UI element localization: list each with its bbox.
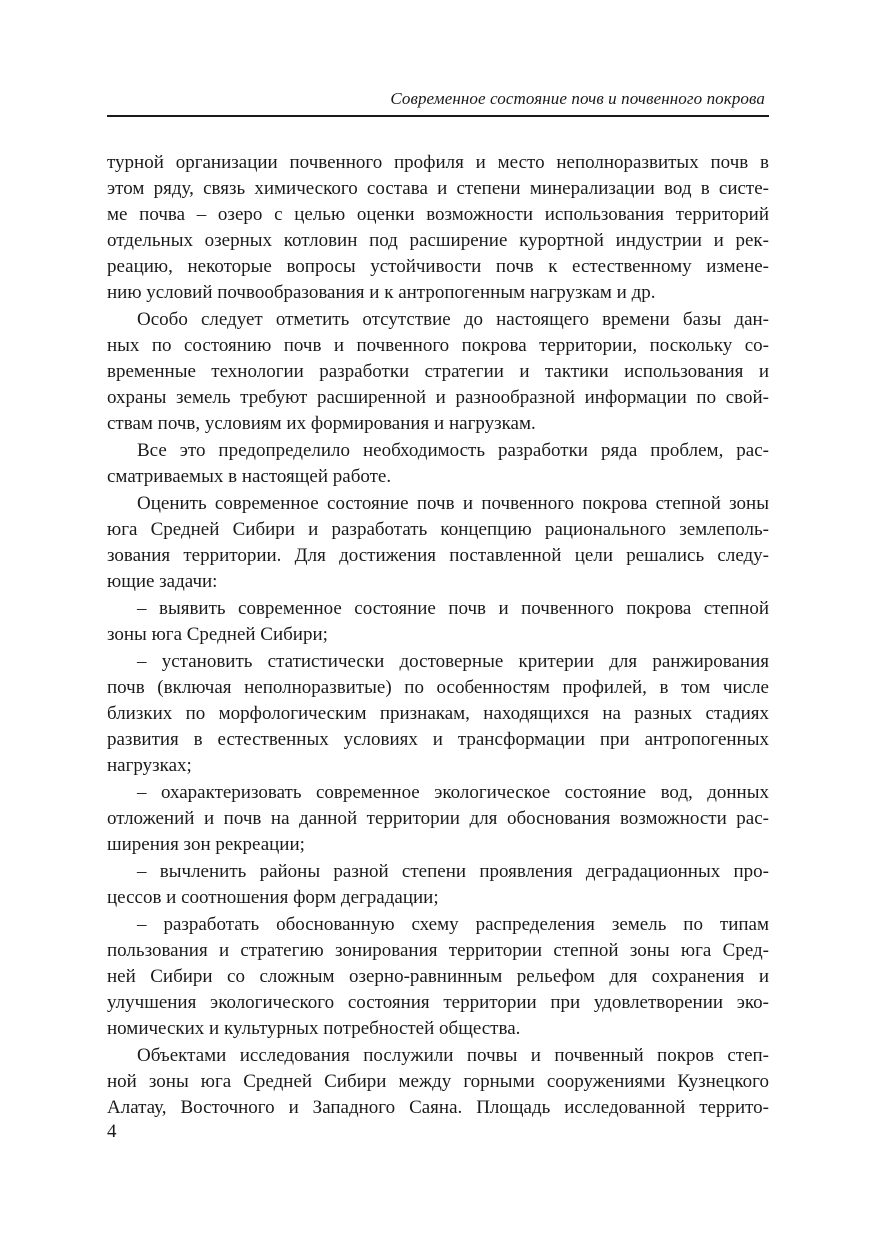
text-line: ной зоны юга Средней Сибири между горными сооружениями Кузнецкого [107,1071,769,1092]
body-text [107,150,769,1122]
text-line: – вычленить районы разной степени проявления деградационных про- [137,861,769,882]
text-line: временные технологии разработки стратегии и тактики использования и [107,361,769,382]
text-line: зоны юга Средней Сибири; [107,624,328,645]
text-line: нагрузках; [107,755,192,776]
text-line: сматриваемых в настоящей работе. [107,466,392,487]
paragraph-10 [107,1043,769,1121]
text-line: цессов и соотношения форм деградации; [107,887,439,908]
text-line: – установить статистически достоверные критерии для ранжирования [137,651,769,672]
text-line: пользования и стратегию зонирования территории степной зоны юга Сред- [107,940,769,961]
text-line: зования территории. Для достижения поставленной цели решались следу- [107,545,769,566]
text-line: отдельных озерных котловин под расширение курортной индустрии и рек- [107,230,769,251]
text-line: ствам почв, условиям их формирования и нагрузкам. [107,413,536,434]
text-line: ширения зон рекреации; [107,834,305,855]
text-line: нию условий почвообразования и к антропогенным нагрузкам и др. [107,282,656,303]
text-line: Объектами исследования послужили почвы и почвенный покров степ- [137,1045,769,1066]
list-item-1 [107,596,769,648]
text-line: охраны земель требуют расширенной и разнообразной информации по свой- [107,387,769,408]
paragraph-4 [107,491,769,595]
text-line: – охарактеризовать современное экологическое состояние вод, донных [137,782,769,803]
text-line: этом ряду, связь химического состава и степени минерализации вод в систе- [107,178,769,199]
text-line: Алатау, Восточного и Западного Саяна. Площадь исследованной террито- [107,1097,769,1118]
page-number: 4 [107,1121,117,1142]
text-line: Оценить современное состояние почв и почвенного покрова степной зоны [137,493,769,514]
text-line: Особо следует отметить отсутствие до настоящего времени базы дан- [137,309,769,330]
text-line: ющие задачи: [107,571,218,592]
list-item-2 [107,649,769,779]
list-item-5 [107,912,769,1042]
text-line: ных по состоянию почв и почвенного покрова территории, поскольку со- [107,335,769,356]
text-line: развития в естественных условиях и трансформации при антропогенных [107,729,769,750]
text-line: Все это предопределило необходимость разработки ряда проблем, рас- [137,440,769,461]
running-head: Современное состояние почв и почвенного покрова [390,89,765,108]
paragraph-2 [107,307,769,437]
list-item-4 [107,859,769,911]
header-rule [107,115,769,117]
paragraph-3 [107,438,769,490]
text-line: турной организации почвенного профиля и место неполноразвитых почв в [107,152,769,173]
text-line: почв (включая неполноразвитые) по особенностям профилей, в том числе [107,677,769,698]
text-line: ме почва – озеро с целью оценки возможности использования территорий [107,204,769,225]
text-line: номических и культурных потребностей общества. [107,1018,521,1039]
list-item-3 [107,780,769,858]
text-line: отложений и почв на данной территории для обоснования возможности рас- [107,808,769,829]
text-line: близких по морфологическим признакам, находящихся на разных стадиях [107,703,769,724]
text-line: юга Средней Сибири и разработать концепцию рационального землеполь- [107,519,769,540]
text-line: – разработать обоснованную схему распределения земель по типам [137,914,769,935]
text-line: улучшения экологического состояния территории при удовлетворении эко- [107,992,769,1013]
paragraph-1 [107,150,769,306]
text-line: реацию, некоторые вопросы устойчивости почв к естественному измене- [107,256,769,277]
text-line: ней Сибири со сложным озерно-равнинным рельефом для сохранения и [107,966,769,987]
text-line: – выявить современное состояние почв и почвенного покрова степной [137,598,769,619]
